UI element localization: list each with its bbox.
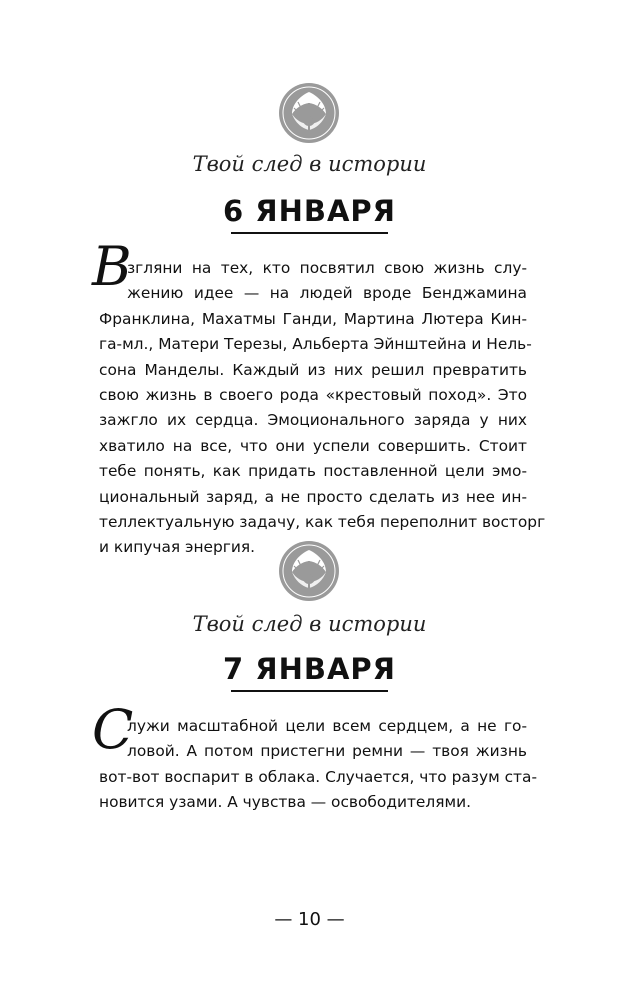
crane-emblem-icon [278, 82, 340, 144]
heading-underline [231, 690, 388, 692]
text-line: жению идее — на людей вроде Бенджамина [127, 284, 527, 303]
entry-tagline: Твой след в истории [192, 612, 427, 636]
page-number: — 10 — [274, 909, 345, 930]
entry-tagline: Твой след в истории [192, 152, 427, 176]
text-line: хватило на все, что они успели совершить. Стоит [99, 436, 527, 455]
text-line: зажгло их сердца. Эмоционального заряда у них [99, 411, 527, 430]
heading-underline [231, 232, 388, 234]
crane-emblem-icon [278, 540, 340, 602]
entry-body-text [99, 256, 546, 561]
text-line: новится узами. А чувства — освободителями. [99, 793, 471, 812]
drop-cap: В [92, 235, 132, 298]
text-line: сона Манделы. Каждый из них решил превратить [99, 360, 527, 379]
text-line: и кипучая энергия. [99, 538, 256, 557]
text-line: га-мл., Матери Терезы, Альберта Эйнштейна и Нель- [99, 335, 532, 354]
text-line: свою жизнь в своего рода «крестовый поход». Это [99, 385, 527, 404]
entry-date-heading: 6 ЯНВАРЯ [222, 194, 396, 228]
text-line: Франклина, Махатмы Ганди, Мартина Лютера Кин- [99, 309, 527, 328]
text-line: згляни на тех, кто посвятил свою жизнь слу- [127, 259, 527, 277]
drop-cap: С [92, 698, 134, 761]
text-line: теллектуальную задачу, как тебя переполнит восторг [99, 512, 546, 531]
text-line: вот-вот воспарит в облака. Случается, что разум ста- [99, 767, 538, 786]
text-line: ловой. А потом пристегни ремни — твоя жизнь [127, 742, 527, 761]
text-line: циональный заряд, а не просто сделать из нее ин- [99, 487, 527, 506]
text-line: тебе понять, как придать поставленной цели эмо- [99, 462, 527, 481]
text-line: лужи масштабной цели всем сердцем, а не го- [127, 717, 527, 735]
entry-date-heading: 7 ЯНВАРЯ [222, 652, 396, 686]
entry-body-text [99, 714, 538, 816]
